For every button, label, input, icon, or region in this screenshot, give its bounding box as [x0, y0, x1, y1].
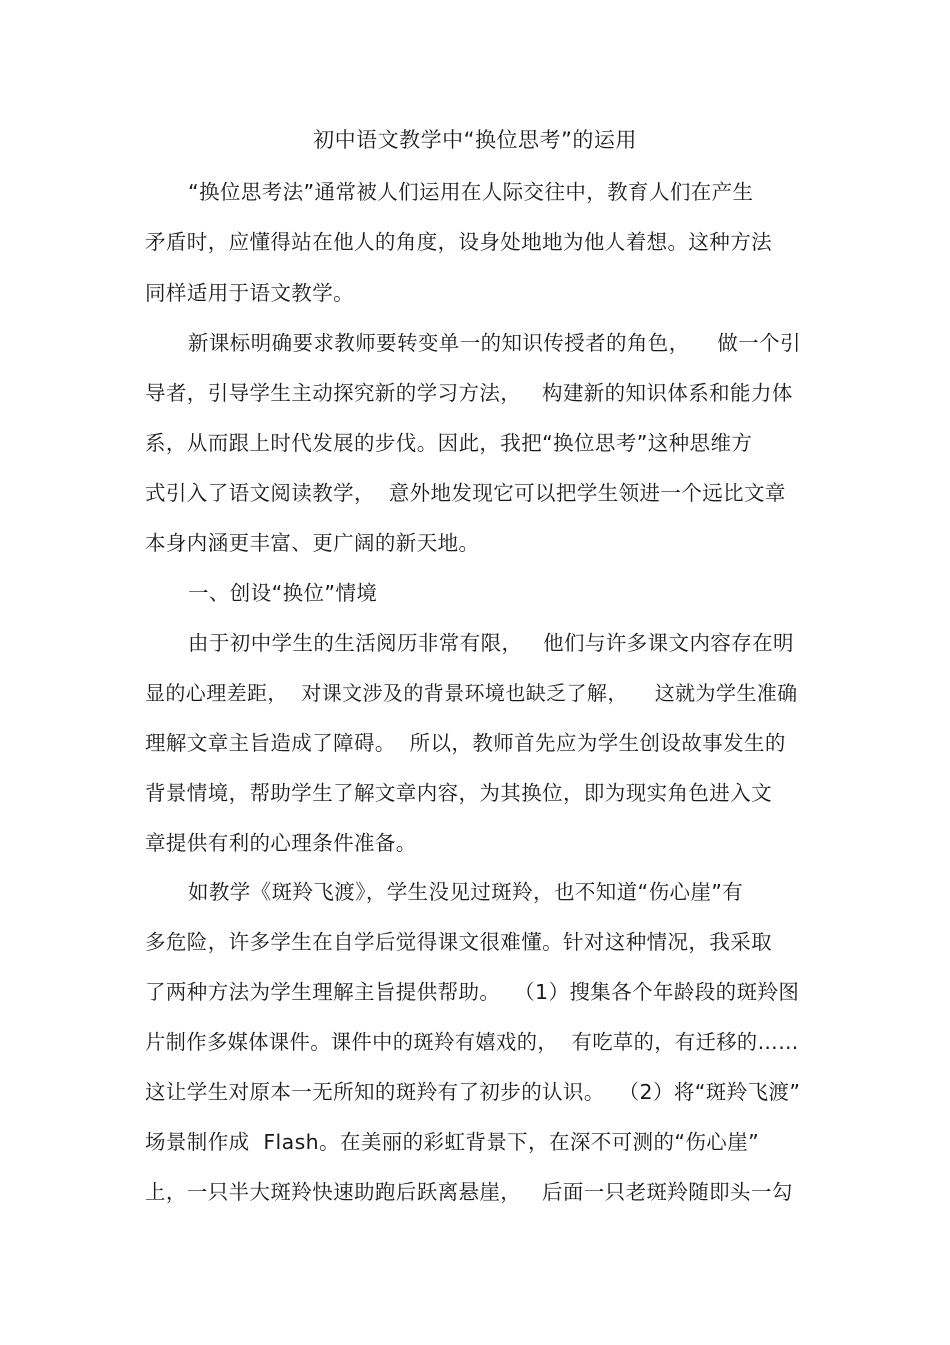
paragraph-1-line-3: 同样适用于语文教学。: [145, 281, 354, 305]
paragraph-3-line-5: 章提供有利的心理条件准备。: [145, 831, 417, 855]
paragraph-4-line-3: 了两种方法为学生理解主旨提供帮助。 （1）搜集各个年龄段的斑羚图: [145, 980, 800, 1004]
paragraph-4-line-7: 上，一只半大斑羚快速助跑后跃离悬崖， 后面一只老斑羚随即头一勾: [145, 1180, 793, 1204]
paragraph-2-line-1: 新课标明确要求教师要转变单一的知识传授者的角色， 做一个引: [188, 331, 801, 355]
paragraph-4-line-2: 多危险，许多学生在自学后觉得课文很难懂。针对这种情况，我采取: [145, 930, 772, 954]
paragraph-2-line-3: 系，从而跟上时代发展的步伐。因此，我把“换位思考”这种思维方: [145, 431, 753, 455]
paragraph-3-line-1: 由于初中学生的生活阅历非常有限， 他们与许多课文内容存在明: [188, 631, 794, 655]
paragraph-3-line-3: 理解文章主旨造成了障碍。 所以，教师首先应为学生创设故事发生的: [145, 731, 786, 755]
paragraph-3-line-2: 显的心理差距， 对课文涉及的背景环境也缺乏了解， 这就为学生准确: [145, 681, 798, 705]
paragraph-3-line-4: 背景情境，帮助学生了解文章内容，为其换位，即为现实角色进入文: [145, 781, 772, 805]
paragraph-4-line-5: 这让学生对原本一无所知的斑羚有了初步的认识。 （2）将“斑羚飞渡”: [145, 1080, 801, 1104]
section-heading: 一、创设“换位”情境: [188, 581, 378, 605]
paragraph-1-line-1: “换位思考法”通常被人们运用在人际交往中，教育人们在产生: [188, 180, 754, 204]
paragraph-2-line-2: 导者，引导学生主动探究新的学习方法， 构建新的知识体系和能力体: [145, 381, 793, 405]
document-title: 初中语文教学中“换位思考”的运用: [313, 128, 637, 152]
paragraph-4-line-6: 场景制作成 Flash。在美丽的彩虹背景下，在深不可测的“伤心崖”: [145, 1130, 760, 1154]
paragraph-1-line-2: 矛盾时，应懂得站在他人的角度，设身处地地为他人着想。这种方法: [145, 230, 772, 254]
paragraph-4-line-4: 片制作多媒体课件。课件中的斑羚有嬉戏的， 有吃草的，有迁移的……: [145, 1030, 799, 1054]
paragraph-2-line-5: 本身内涵更丰富、更广阔的新天地。: [145, 531, 480, 555]
paragraph-4-line-1: 如教学《斑羚飞渡》，学生没见过斑羚，也不知道“伤心崖”有: [188, 880, 744, 904]
paragraph-2-line-4: 式引入了语文阅读教学， 意外地发现它可以把学生领进一个远比文章: [145, 481, 786, 505]
